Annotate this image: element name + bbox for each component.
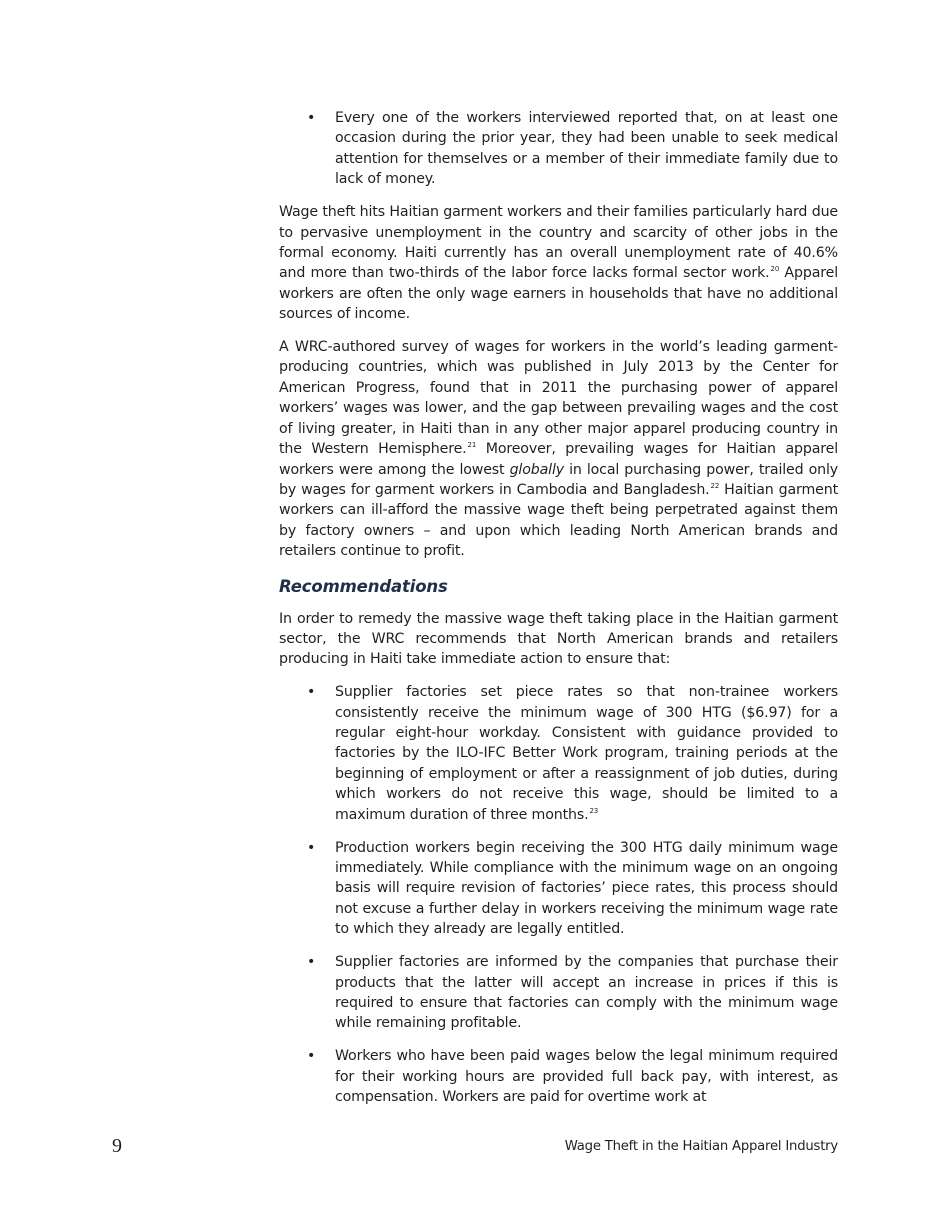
list-item — [279, 838, 838, 940]
footnote-ref[interactable]: 21 — [467, 441, 477, 450]
bullet-text: Supplier factories are informed by the companies that purchase their products that the latter will accept an increase in prices if this is required to ensure that factories can comply with the minimum wage while remaining profitable. — [335, 954, 838, 1032]
bullet-icon: • — [307, 110, 316, 126]
recommendations-list — [279, 682, 838, 1107]
paragraph-text: Haitian garment workers can ill-afford the massive wage theft being perpetrated against them by factory owners – and upon which leading North American brands and retailers continue to profit. — [279, 481, 838, 560]
paragraph-wage-theft-impact — [279, 202, 838, 324]
paragraph-recommendations-intro: In order to remedy the massive wage theft taking place in the Haitian garment sector, the WRC recommends that North American brands and retailers producing in Haiti take immediate action to ensure that: — [279, 610, 838, 668]
emphasis-text: globally — [509, 461, 564, 478]
section-heading-recommendations: Recommendations — [279, 576, 448, 596]
paragraph-text: Moreover, prevailing wages for Haitian apparel workers were among the lowest — [279, 441, 839, 478]
bullet-icon: • — [307, 839, 316, 856]
list-item — [279, 108, 838, 190]
footnote-ref[interactable]: 22 — [710, 481, 720, 490]
footnote-ref[interactable]: 23 — [589, 806, 599, 815]
bullet-icon: • — [307, 1048, 316, 1065]
bullet-icon: • — [307, 684, 316, 701]
running-footer-title: Wage Theft in the Haitian Apparel Industry — [564, 1139, 838, 1154]
paragraph-text: Apparel workers are often the only wage earners in households that have no additional sources of income. — [279, 265, 838, 323]
footnote-ref[interactable]: 20 — [770, 265, 780, 274]
bullet-text: Supplier factories set piece rates so that non-trainee workers consistently receive the minimum wage of 300 HTG ($6.97) for a regular eight-hour workday. Consistent with guidance provided to factories by the ILO-IFC Better Work program, training periods at the beginning of employment or after a reassignment of job duties, during which workers do not receive this wage, should be limited to a maximum duration of three months. — [335, 684, 838, 823]
page-number: 9 — [112, 1135, 122, 1157]
bullet-text: Every one of the workers interviewed reported that, on at least one occasion during the prior year, they had been unable to seek medical attention for themselves or a member of their immediate family due to lack of money. — [335, 110, 838, 188]
document-body — [279, 108, 838, 1120]
bullet-icon: • — [307, 954, 316, 971]
list-item — [279, 952, 838, 1034]
paragraph-text: in local purchasing power, trailed only by wages for garment workers in Cambodia and Bangladesh. — [279, 461, 838, 498]
top-bullet-list — [279, 108, 838, 190]
paragraph-wrc-survey — [279, 337, 838, 561]
bullet-text: Production workers begin receiving the 300 HTG daily minimum wage immediately. While compliance with the minimum wage on an ongoing basis will require revision of factories’ piece rates, this process should not excuse a further delay in workers receiving the minimum wage rate to which they already are legally entitled. — [335, 839, 838, 938]
paragraph-text: Wage theft hits Haitian garment workers and their families particularly hard due to pervasive unemployment in the country and scarcity of other jobs in the formal economy. Haiti currently has an overall unemployment rate of 40.6% and more than two-thirds of the labor force lacks formal sector work. — [279, 204, 838, 282]
paragraph-text: A WRC-authored survey of wages for workers in the world’s leading garment-producing countries, which was published in July 2013 by the Center for American Progress, found that in 2011 the purchasing power of apparel workers’ wages was lower, and the gap between prevailing wages and the cost of living greater, in Haiti than in any other major apparel producing country in the Western Hemisphere. — [279, 339, 838, 458]
bullet-text: Workers who have been paid wages below the legal minimum required for their working hours are provided full back pay, with interest, as compensation. Workers are paid for overtime work at — [335, 1048, 838, 1106]
list-item — [279, 682, 838, 825]
list-item — [279, 1046, 838, 1107]
